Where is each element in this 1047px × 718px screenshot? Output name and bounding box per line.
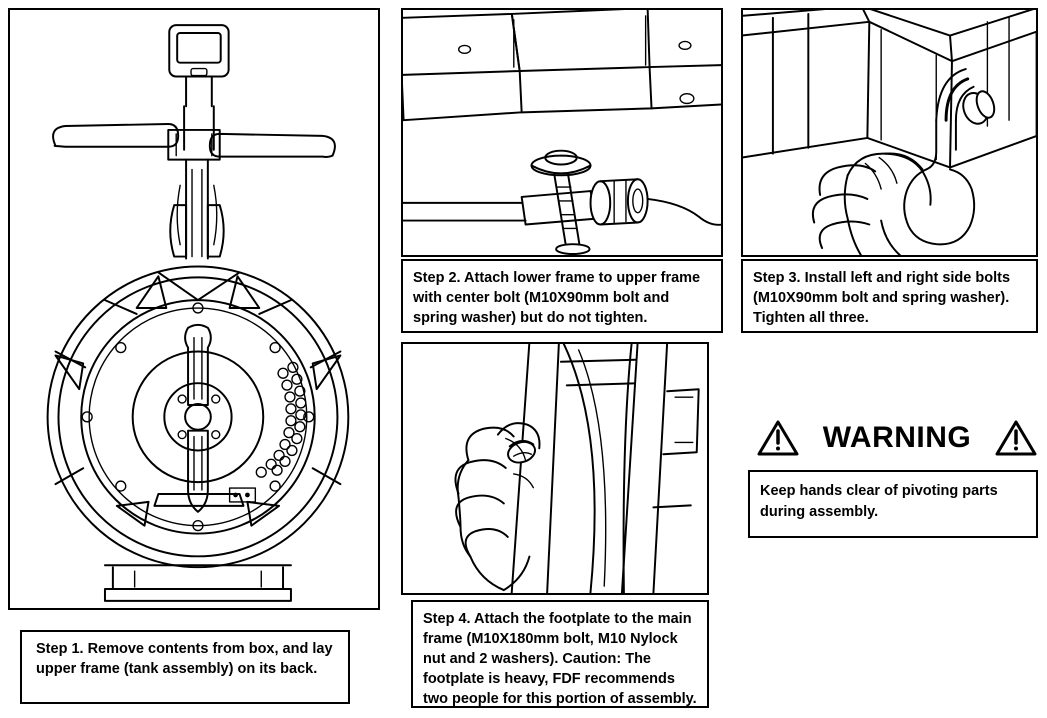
step-1-caption [20, 630, 350, 704]
step-4-text: Attach the footplate to the main frame (M10X180mm bolt, M10 Nylock nut and 2 washers). Caution: The footplate is heavy, FDF recommends two people for this portion of assembly. [423, 611, 697, 707]
step-1-text: Remove contents from box, and lay upper frame (tank assembly) on its back. [36, 641, 333, 677]
step-2-illustration-panel [401, 8, 723, 257]
warning-triangle-icon [995, 419, 1037, 457]
step-1-label: Step 1. [36, 641, 84, 657]
step-4-label: Step 4. [423, 611, 471, 627]
step-3-text: Install left and right side bolts (M10X90mm bolt and spring washer). Tighten all three. [753, 270, 1011, 326]
hand-installing-side-bolt-drawing [743, 10, 1036, 255]
step-4-illustration-panel [401, 342, 709, 595]
step-4-caption [411, 600, 709, 708]
step-1-illustration-panel [8, 8, 380, 610]
warning-text: Keep hands clear of pivoting parts during assembly. [760, 483, 998, 521]
warning-title: WARNING [822, 421, 972, 454]
center-bolt-under-frame-drawing [403, 10, 721, 255]
upper-frame-tank-assembly-drawing [10, 10, 378, 608]
step-3-caption [741, 259, 1038, 333]
step-3-illustration-panel [741, 8, 1038, 257]
step-2-text: Attach lower frame to upper frame with center bolt (M10X90mm bolt and spring washer) but do not tighten. [413, 270, 701, 326]
step-2-caption [401, 259, 723, 333]
step-2-label: Step 2. [413, 270, 461, 286]
hand-attaching-footplate-drawing [403, 344, 707, 593]
warning-header [757, 415, 1037, 461]
step-3-label: Step 3. [753, 270, 801, 286]
warning-triangle-icon [757, 419, 799, 457]
warning-text-box [748, 470, 1038, 538]
